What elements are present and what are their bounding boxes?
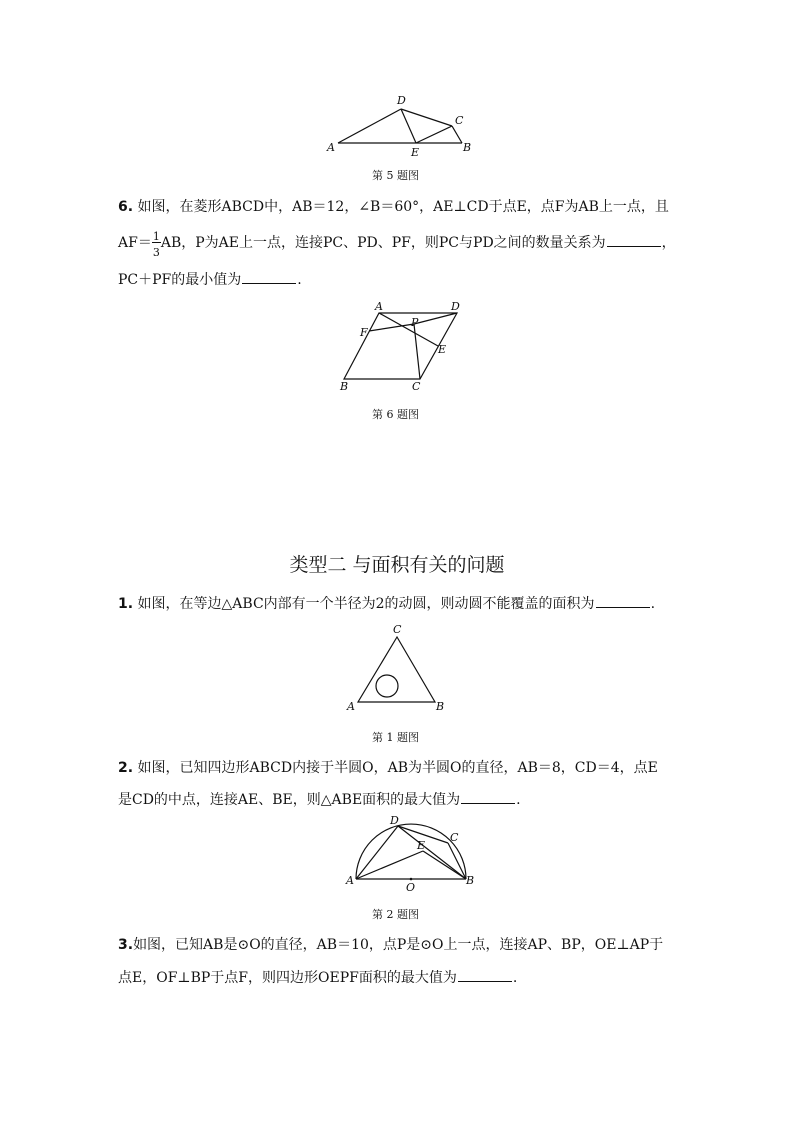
fig5-label-a: A (327, 141, 335, 154)
figs2-label-b: B (466, 874, 475, 887)
fig6-label-f: F (360, 326, 368, 339)
q6-text-3: PC＋PF的最小值为 (118, 272, 242, 288)
fig6-label-e: E (438, 343, 447, 356)
q6-text-2c: ， (661, 235, 676, 251)
q6-text-2b: AB，P为AE上一点，连接PC、PD、PF，则PC与PD之间的数量关系为 (160, 235, 606, 251)
fig6-label-p: P (411, 316, 419, 329)
s2q3-answer-blank[interactable] (458, 967, 512, 982)
q6-text-2a: AF＝ (118, 235, 152, 251)
fig6-label-a: A (375, 300, 383, 313)
figs2-label-a: A (346, 874, 354, 887)
figure-s1-caption: 第 1 题图 (372, 731, 419, 744)
q6-text-1: 如图，在菱形ABCD中，AB＝12，∠B＝60°，AE⊥CD于点E，点F为AB上一点，且 (137, 199, 669, 215)
fig5-label-e: E (411, 146, 420, 159)
s2q3-number: 3. (118, 937, 134, 953)
s2q2-text-2: 是CD的中点，连接AE、BE，则△ABE面积的最大值为 (118, 792, 461, 808)
q6-text-3-end: . (297, 272, 302, 288)
fig6-label-d: D (451, 300, 460, 313)
s2q2-text-1: 如图，已知四边形ABCD内接于半圆O，AB为半圆O的直径，AB＝8，CD＝4，点E (137, 760, 658, 776)
s2q1-end: . (650, 596, 656, 612)
fig5-label-c: C (455, 114, 464, 127)
fig6-label-b: B (340, 380, 349, 393)
figure-s2-caption: 第 2 题图 (372, 908, 419, 921)
s2q3-text-1: 如图，已知AB是⊙O的直径，AB＝10，点P是⊙O上一点，连接AP、BP，OE⊥AP于 (133, 937, 664, 953)
s2q3-end: . (512, 970, 518, 986)
s2q2-end: . (516, 792, 521, 808)
figs1-label-a: A (347, 700, 355, 713)
figs1-label-b: B (436, 700, 445, 713)
s2q3-line-1 (118, 935, 663, 955)
figure-6-caption: 第 6 题图 (372, 408, 419, 421)
q6-frac-num: 1 (152, 230, 160, 243)
figs2-label-d: D (390, 814, 399, 827)
s2q1-number: 1. (118, 596, 134, 612)
s2q3-text-2: 点E，OF⊥BP于点F，则四边形OEPF面积的最大值为 (118, 970, 457, 986)
figs2-label-c: C (450, 831, 459, 844)
figure-5-caption: 第 5 题图 (372, 169, 419, 182)
s2q3-line-2 (118, 967, 517, 988)
figs2-label-o: O (406, 881, 416, 894)
fig5-label-d: D (397, 94, 406, 107)
q6-number: 6. (118, 199, 134, 215)
s2q2-number: 2. (118, 760, 134, 776)
fig5-label-b: B (463, 141, 472, 154)
figs1-label-c: C (393, 623, 402, 636)
q6-frac-den: 3 (152, 246, 160, 259)
s2q1-text: 如图，在等边△ABC内部有一个半径为2的动圆，则动圆不能覆盖的面积为 (137, 596, 595, 612)
figs2-label-e: E (417, 839, 426, 852)
section-title: 类型二 与面积有关的问题 (289, 554, 505, 576)
fig6-label-c: C (412, 380, 421, 393)
